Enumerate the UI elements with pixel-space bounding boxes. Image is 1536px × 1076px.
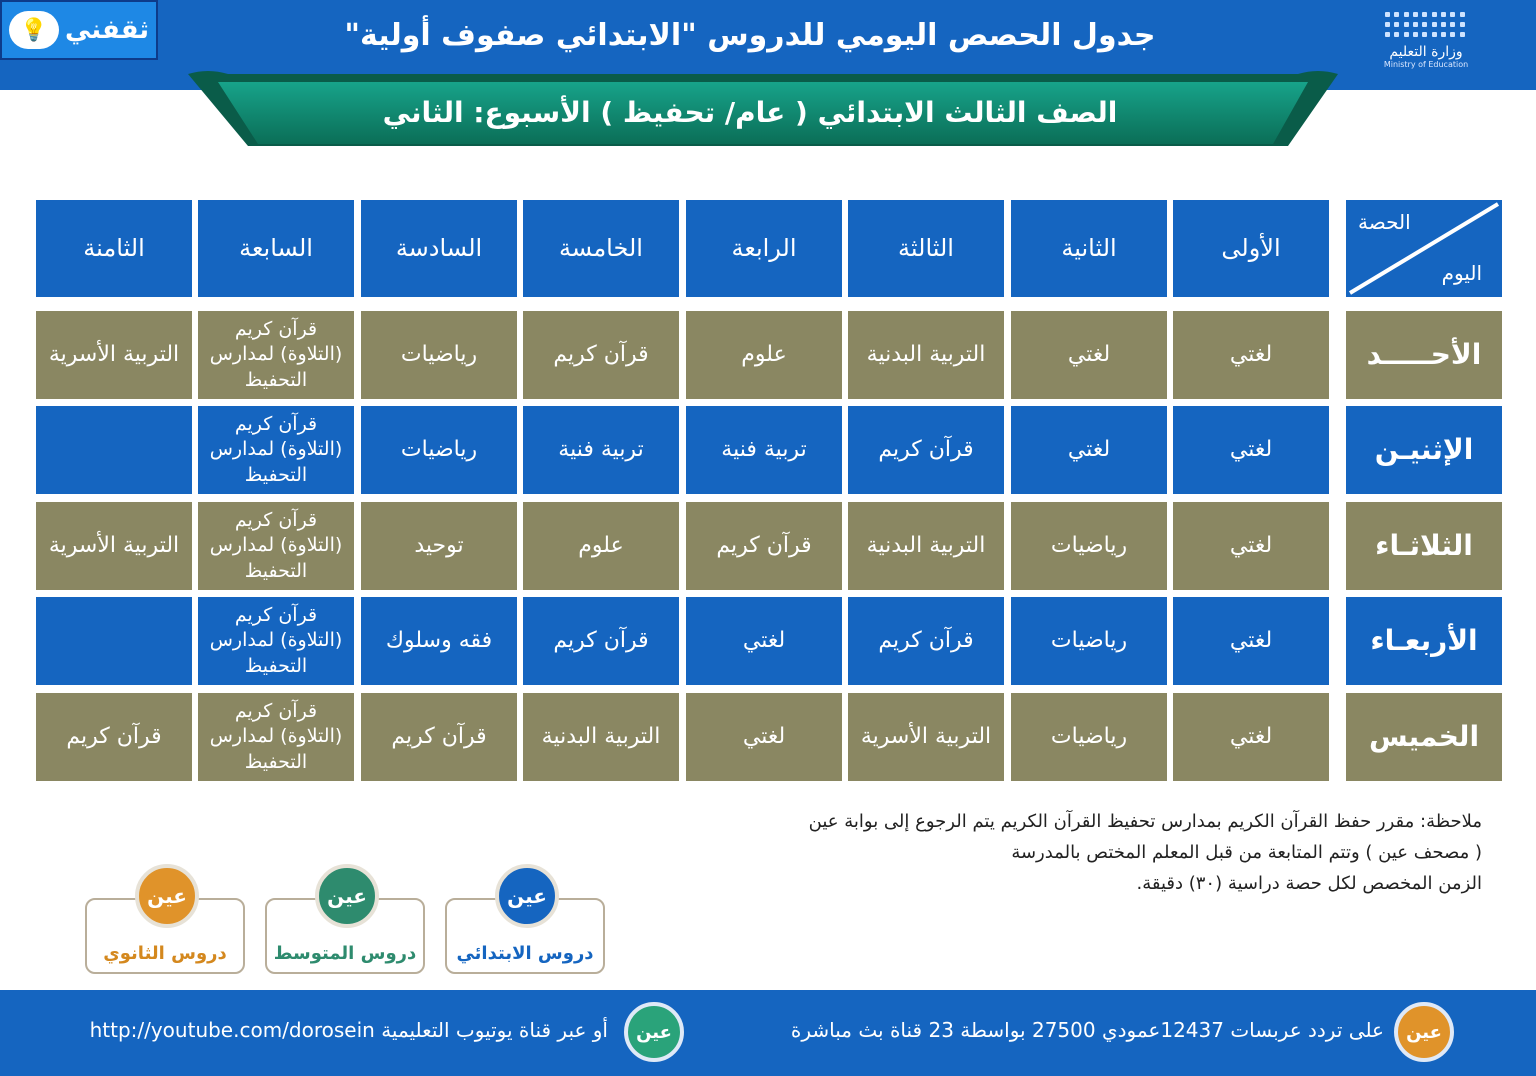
schedule-cell: التربية البدنية — [848, 502, 1004, 590]
schedule-cell: التربية البدنية — [523, 693, 679, 781]
schedule-cell: رياضيات — [1011, 693, 1167, 781]
day-label: الثلاثـاء — [1346, 502, 1502, 590]
day-label: الأحـــــد — [1346, 311, 1502, 399]
schedule-cell: التربية الأسرية — [848, 693, 1004, 781]
ein-logo-icon: عين — [135, 864, 199, 928]
level-badge-intermediate[interactable] — [265, 884, 425, 974]
schedule-cell: قرآن كريم — [523, 311, 679, 399]
site-name: ثقفني — [64, 15, 150, 45]
ein-channel-logo-icon: عين — [1394, 1002, 1454, 1062]
schedule-cell: قرآن كريم — [36, 693, 192, 781]
period-header: الثامنة — [36, 200, 192, 297]
schedule-cell: لغتي — [1173, 406, 1329, 494]
period-header: السابعة — [198, 200, 354, 297]
schedule-cell: التربية البدنية — [848, 311, 1004, 399]
period-header: الرابعة — [686, 200, 842, 297]
schedule-cell: لغتي — [1173, 502, 1329, 590]
header-corner-cell — [1346, 200, 1502, 297]
period-header: الثالثة — [848, 200, 1004, 297]
lightbulb-icon: 💡 — [9, 11, 59, 49]
period-header: الخامسة — [523, 200, 679, 297]
schedule-cell: قرآن كريم (التلاوة) لمدارس التحفيظ — [198, 311, 354, 399]
schedule-cell: لغتي — [686, 693, 842, 781]
page-subtitle: الصف الثالث الابتدائي ( عام/ تحفيظ ) الأسبوع: الثاني — [382, 96, 1118, 129]
level-badge-primary[interactable] — [445, 884, 605, 974]
schedule-cell: قرآن كريم — [361, 693, 517, 781]
schedule-cell: رياضيات — [1011, 597, 1167, 685]
schedule-cell: قرآن كريم — [848, 406, 1004, 494]
schedule-cell: لغتي — [1173, 597, 1329, 685]
schedule-cell: قرآن كريم (التلاوة) لمدارس التحفيظ — [198, 597, 354, 685]
period-header: السادسة — [361, 200, 517, 297]
schedule-cell: علوم — [686, 311, 842, 399]
page-title: جدول الحصص اليومي للدروس "الابتدائي صفوف أولية" — [344, 18, 1156, 53]
schedule-cell: رياضيات — [1011, 502, 1167, 590]
schedule-cell: قرآن كريم — [686, 502, 842, 590]
schedule-cell: التربية الأسرية — [36, 502, 192, 590]
notes — [640, 806, 1482, 899]
day-label: الأربعـاء — [1346, 597, 1502, 685]
day-label: الخميس — [1346, 693, 1502, 781]
corner-label-period: الحصة — [1358, 210, 1411, 234]
note-line: ( مصحف عين ) وتتم المتابعة من قبل المعلم المختص بالمدرسة — [1011, 842, 1482, 863]
ein-logo-icon: عين — [315, 864, 379, 928]
schedule-cell: لغتي — [686, 597, 842, 685]
note-line: ملاحظة: مقرر حفظ القرآن الكريم بمدارس تحفيظ القرآن الكريم يتم الرجوع إلى بوابة عين — [808, 811, 1482, 832]
schedule-cell: قرآن كريم — [848, 597, 1004, 685]
period-header: الثانية — [1011, 200, 1167, 297]
schedule-cell: لغتي — [1173, 311, 1329, 399]
schedule-cell: قرآن كريم (التلاوة) لمدارس التحفيظ — [198, 502, 354, 590]
schedule-cell: التربية الأسرية — [36, 311, 192, 399]
schedule-cell: رياضيات — [361, 406, 517, 494]
satellite-info: على تردد عربسات 12437عمودي 27500 بواسطة 23 قناة بث مباشرة — [790, 1018, 1384, 1042]
schedule-cell: تربية فنية — [686, 406, 842, 494]
schedule-cell: لغتي — [1011, 311, 1167, 399]
schedule-cell: تربية فنية — [523, 406, 679, 494]
day-label: الإثنيـن — [1346, 406, 1502, 494]
schedule-cell: لغتي — [1011, 406, 1167, 494]
schedule-cell: قرآن كريم — [523, 597, 679, 685]
level-label: دروس الثانوي — [103, 943, 227, 964]
schedule-cell — [36, 406, 192, 494]
level-label: دروس المتوسط — [273, 943, 417, 964]
schedule-cell: فقه وسلوك — [361, 597, 517, 685]
schedule-cell: رياضيات — [361, 311, 517, 399]
corner-label-day: اليوم — [1441, 261, 1482, 285]
youtube-link[interactable]: أو عبر قناة يوتيوب التعليمية http://youtube.com/dorosein — [89, 1018, 608, 1042]
period-header: الأولى — [1173, 200, 1329, 297]
level-label: دروس الابتدائي — [456, 943, 594, 964]
ein-youtube-logo-icon: عين — [624, 1002, 684, 1062]
schedule-cell — [36, 597, 192, 685]
ministry-name-ar: وزارة التعليم — [1389, 44, 1463, 60]
note-line: الزمن المخصص لكل حصة دراسية (٣٠) دقيقة. — [1136, 873, 1482, 894]
schedule-cell: لغتي — [1173, 693, 1329, 781]
schedule-cell: قرآن كريم (التلاوة) لمدارس التحفيظ — [198, 406, 354, 494]
schedule-cell: علوم — [523, 502, 679, 590]
schedule-cell: توحيد — [361, 502, 517, 590]
ministry-name-en: Ministry of Education — [1383, 60, 1469, 69]
footer — [0, 990, 1536, 1076]
level-badge-secondary[interactable] — [85, 884, 245, 974]
ein-logo-icon: عين — [495, 864, 559, 928]
schedule-cell: قرآن كريم (التلاوة) لمدارس التحفيظ — [198, 693, 354, 781]
